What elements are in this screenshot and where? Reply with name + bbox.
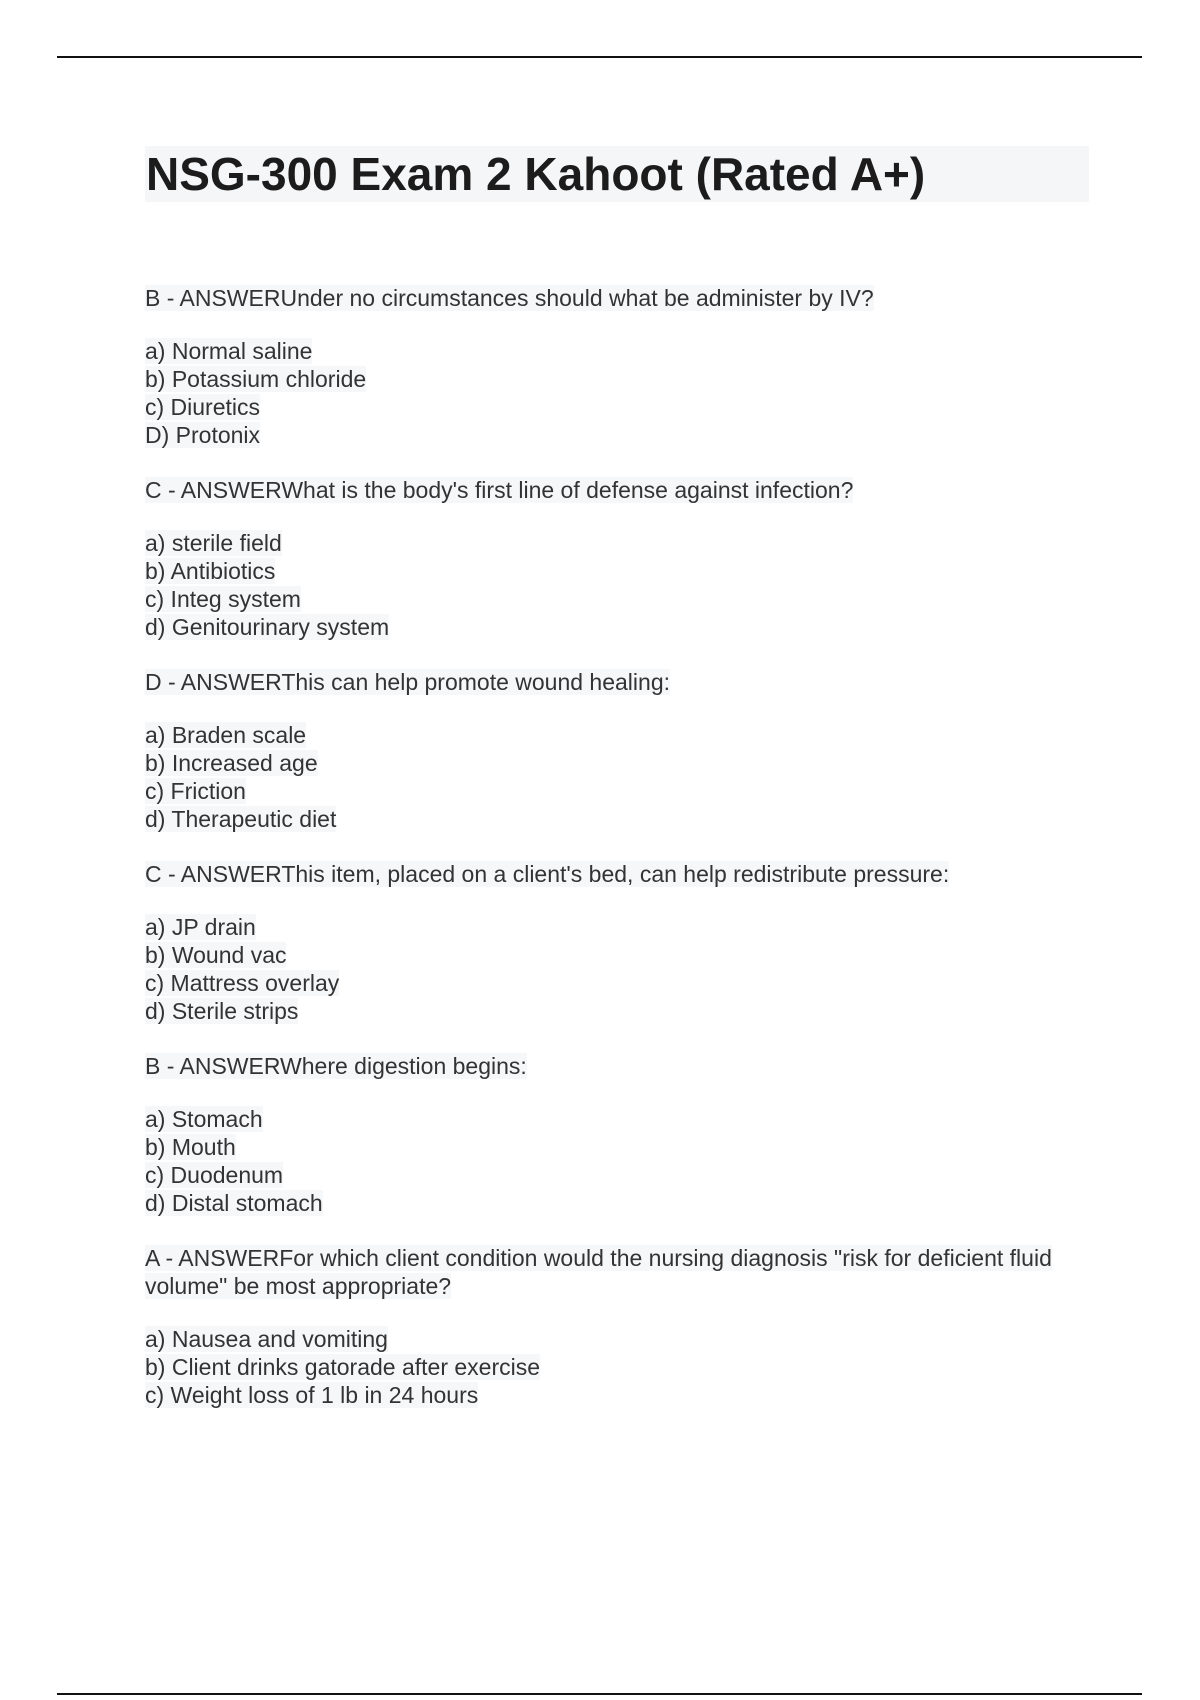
answer-option: b) Increased age	[145, 750, 318, 776]
question-text: D - ANSWERThis can help promote wound healing:	[145, 669, 671, 695]
question-list	[145, 284, 1065, 1436]
question-block	[145, 476, 1065, 641]
footer-rule	[57, 1693, 1142, 1695]
answer-option: b) Client drinks gatorade after exercise	[145, 1354, 541, 1380]
answer-option: d) Genitourinary system	[145, 614, 390, 640]
question-block	[145, 284, 1065, 449]
answer-options	[145, 721, 1065, 833]
answer-option: d) Sterile strips	[145, 998, 299, 1024]
question-block	[145, 1244, 1065, 1409]
answer-option: a) Normal saline	[145, 338, 313, 364]
answer-options	[145, 1325, 1065, 1409]
answer-option: c) Weight loss of 1 lb in 24 hours	[145, 1382, 479, 1408]
answer-option: c) Integ system	[145, 586, 301, 612]
question-text: B - ANSWERUnder no circumstances should what be administer by IV?	[145, 285, 874, 311]
page-title: NSG-300 Exam 2 Kahoot (Rated A+)	[146, 148, 926, 200]
answer-option: c) Diuretics	[145, 394, 261, 420]
answer-option: b) Antibiotics	[145, 558, 276, 584]
answer-option: a) JP drain	[145, 914, 256, 940]
answer-option: c) Duodenum	[145, 1162, 284, 1188]
answer-options	[145, 913, 1065, 1025]
header-rule	[57, 56, 1142, 58]
question-block	[145, 668, 1065, 833]
answer-option: d) Distal stomach	[145, 1190, 323, 1216]
question-block	[145, 860, 1065, 1025]
answer-options	[145, 529, 1065, 641]
answer-option: D) Protonix	[145, 422, 261, 448]
answer-option: a) sterile field	[145, 530, 282, 556]
answer-option: c) Mattress overlay	[145, 970, 340, 996]
answer-option: a) Nausea and vomiting	[145, 1326, 388, 1352]
answer-option: b) Mouth	[145, 1134, 236, 1160]
answer-option: c) Friction	[145, 778, 246, 804]
answer-options	[145, 337, 1065, 449]
answer-options	[145, 1105, 1065, 1217]
question-text: C - ANSWERWhat is the body's first line of defense against infection?	[145, 477, 854, 503]
question-text: C - ANSWERThis item, placed on a client's bed, can help redistribute pressure:	[145, 861, 950, 887]
question-text: A - ANSWERFor which client condition would the nursing diagnosis "risk for deficient fluid volume" be most appropriate?	[145, 1245, 1052, 1299]
answer-option: b) Potassium chloride	[145, 366, 367, 392]
question-block	[145, 1052, 1065, 1217]
answer-option: a) Braden scale	[145, 722, 307, 748]
answer-option: b) Wound vac	[145, 942, 287, 968]
question-text: B - ANSWERWhere digestion begins:	[145, 1053, 527, 1079]
answer-option: a) Stomach	[145, 1106, 263, 1132]
answer-option: d) Therapeutic diet	[145, 806, 337, 832]
